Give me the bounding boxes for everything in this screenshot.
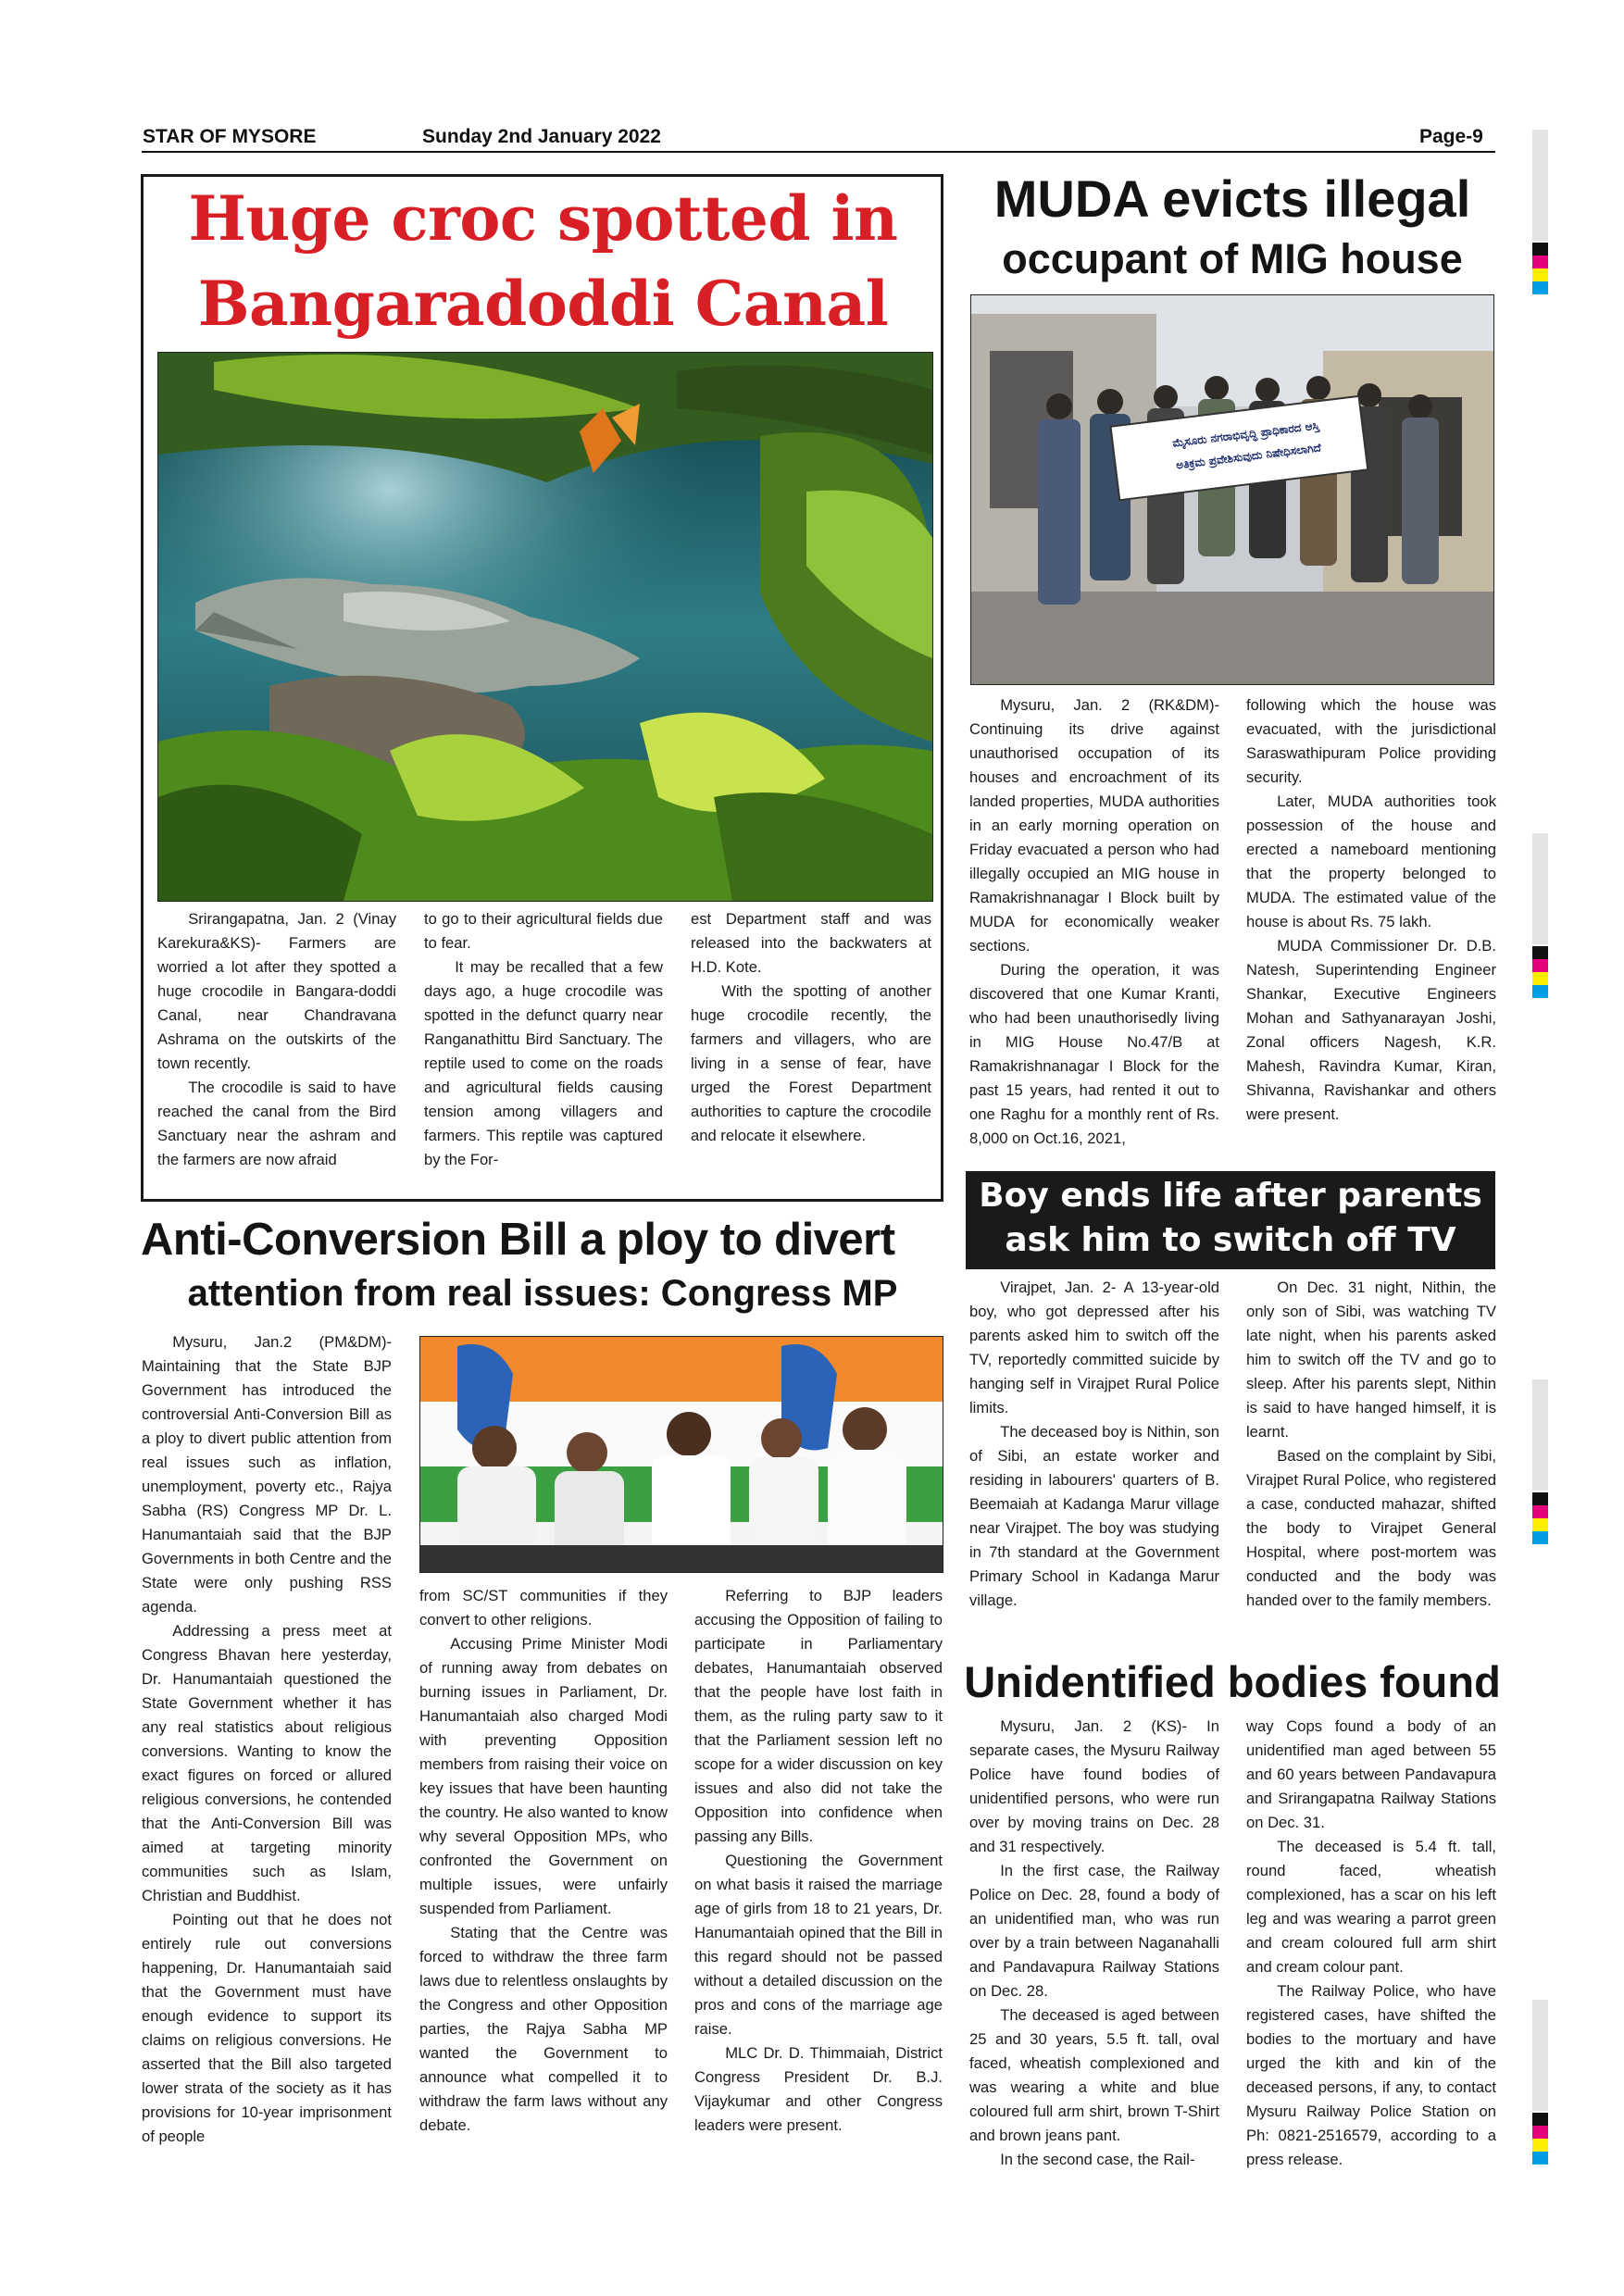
conv-para: Stating that the Centre was forced to withdraw the three farm laws due to relentless onslaughts by the Congress and other Opposition parties, the Rajya Sabha MP wanted the Government to announce what compelled it to withdraw the farm laws without any debate. <box>419 1924 668 2134</box>
conv-para: Addressing a press meet at Congress Bhavan here yesterday, Dr. Hanumantaiah questioned the State Government whether it has any real statistics about religious conversions. Wanting to know the exact figures on forced or allured religious conversions, he contended that the Anti-Conversion Bill was aimed at targeting minority communities such as Islam, Christian and Buddhist. <box>142 1622 392 1904</box>
bodies-para: In the second case, the Rail- <box>1000 2151 1195 2168</box>
boy-col-1 <box>969 1276 1219 1613</box>
conv-para: Questioning the Government on what basis it raised the marriage age of girls from 18 to 21 years, Dr. Hanumantaiah opined that the Bill in this regard should not be passed without a detailed discussion on the pros and cons of the marriage age raise. <box>694 1852 943 2038</box>
muda-para: MUDA Commissioner Dr. D.B. Natesh, Superintending Engineer Shankar, Executive Engineers Mohan and Sathyanarayan Joshi, Zonal officers Nagesh, K.R. Mahesh, Ravindra Kumar, Kiran, Shivanna, Ravishankar and others were present. <box>1246 937 1496 1123</box>
page-number: Page-9 <box>1419 126 1483 147</box>
crocodile-photo <box>157 352 933 902</box>
boy-headline-line1: Boy ends life after parents <box>979 1177 1482 1215</box>
bodies-headline: Unidentified bodies found <box>964 1657 1501 1706</box>
bodies-col-2 <box>1246 1715 1496 2172</box>
croc-para: The crocodile is said to have reached the canal from the Bird Sanctuary near the ashram and the farmers are now afraid <box>157 1079 396 1168</box>
conv-headline-line2: attention from real issues: Congress MP <box>187 1273 898 1314</box>
muda-col-2 <box>1246 693 1496 1127</box>
muda-para: following which the house was evacuated, with the jurisdictional Saraswathipuram Police providing security. <box>1246 696 1496 786</box>
croc-para: Srirangapatna, Jan. 2 (Vinay Karekura&KS)- Farmers are worried a lot after they spotted a huge crocodile in Bangara-doddi Canal, near Chandravana Ashrama on the outskirts of the town recently. <box>157 910 396 1072</box>
banner-line: ಅತಿಕ್ರಮ ಪ್ರವೇಶಿಸುವುದು ನಿಷೇಧಿಸಲಾಗಿದೆ <box>1175 441 1322 472</box>
conv-para: Mysuru, Jan.2 (PM&DM)- Maintaining that the State BJP Government has introduced the controversial Anti-Conversion Bill as a ploy to divert public attention from real issues such as inflation, unemployment, poverty etc., Rajya Sabha (RS) Congress MP Dr. L. Hanumantaiah said that the BJP Governments in both Centre and the State were only pushing RSS agenda. <box>142 1333 392 1616</box>
bodies-para: The deceased is 5.4 ft. tall, round faced, wheatish complexioned, has a scar on his left leg and was wearing a parrot green and cream coloured full arm shirt and cream colour pant. <box>1246 1838 1496 1976</box>
boy-headline-line2: ask him to switch off TV <box>1005 1221 1456 1259</box>
croc-col-2 <box>424 907 663 1172</box>
conv-para: from SC/ST communities if they convert to other religions. <box>419 1587 668 1628</box>
bodies-para: In the first case, the Railway Police on Dec. 28, found a body of an unidentified man, who was run over by a train between Naganahalli and Pandavapura Railway Stations on Dec. 28. <box>969 1862 1219 2000</box>
croc-headline-line1: Huge croc spotted in <box>188 182 898 255</box>
boy-para: Based on the complaint by Sibi, Virajpet Rural Police, who registered a case, conducted mahazar, shifted the body to Virajpet General Hospital, where post-mortem was conducted and the body was handed over to the family members. <box>1246 1447 1496 1609</box>
croc-col-1 <box>157 907 396 1172</box>
boy-col-2 <box>1246 1276 1496 1613</box>
muda-para: Mysuru, Jan. 2 (RK&DM)- Continuing its drive against unauthorised occupation of its houses and encroachment of its landed properties, MUDA authorities in an early morning operation on Friday evacuated a person who had illegally occupied an MIG house in Ramakrishnanagar I Block built by MUDA for economically weaker sections. <box>969 696 1219 955</box>
croc-para: It may be recalled that a few days ago, a huge crocodile was spotted in the defunct quarry near Ranganathittu Bird Sanctuary. The reptile used to come on the roads and agricultural fields causing tension among villagers and farmers. This reptile was captured by the For- <box>424 958 663 1168</box>
boy-para: Virajpet, Jan. 2- A 13-year-old boy, who got depressed after his parents asked him to switch off the TV, reportedly committed suicide by hanging self in Virajpet Rural Police limits. <box>969 1279 1219 1416</box>
croc-para: With the spotting of another huge crocodile recently, the farmers and villagers, who are living in a sense of fear, have urged the Forest Department authorities to capture the crocodile and relocate it elsewhere. <box>691 982 931 1144</box>
conv-para: Accusing Prime Minister Modi of running away from debates on burning issues in Parliament, Dr. Hanumantaiah also charged Modi with preventing Opposition members from raising their voice on key issues that have been haunting the country. He also wanted to know why several Opposition MPs, who confronted the Government on multiple issues, were unfairly suspended from Parliament. <box>419 1635 668 1917</box>
margin-gray-bar <box>1532 833 1548 944</box>
croc-headline-line2: Bangaradoddi Canal <box>197 268 889 340</box>
muda-para: During the operation, it was discovered that one Kumar Kranti, who had been unauthorisedly living in MIG House No.47/B at Ramakrishnanagar I Block for the past 15 years, had rented it out to one Raghu for a monthly rent of Rs. 8,000 on Oct.16, 2021, <box>969 961 1219 1147</box>
bodies-para: The deceased is aged between 25 and 30 years, 5.5 ft. tall, oval faced, wheatish complexioned and was wearing a white and blue coloured full arm shirt, brown T-Shirt and brown jeans pant. <box>969 2006 1219 2144</box>
croc-para: to go to their agricultural fields due to fear. <box>424 910 663 952</box>
margin-gray-bar <box>1532 130 1548 241</box>
muda-para: Later, MUDA authorities took possession of the house and erected a nameboard mentioning that the property belonged to MUDA. The estimated value of the house is about Rs. 75 lakh. <box>1246 792 1496 930</box>
margin-gray-bar <box>1532 2000 1548 2111</box>
conv-para: Pointing out that he does not entirely rule out conversions happening, Dr. Hanumantaiah said that the Government must have enough evidence to support its claims on religious conversions. He asserted that the Bill also targeted lower strata of the society as it has provisions for 10-year imprisonment of people <box>142 1911 392 2145</box>
conv-para: Referring to BJP leaders accusing the Opposition of failing to participate in Parliamentary debates, Hanumantaiah observed that the people have lost faith in them, as the ruling party saw to it that the Parliament session left no scope for a wider discussion on key issues and also did not take the Opposition into confidence when passing any Bills. <box>694 1587 943 1845</box>
issue-date: Sunday 2nd January 2022 <box>422 126 661 147</box>
conv-col-1 <box>142 1330 392 2149</box>
bodies-para: The Railway Police, who have registered cases, have shifted the bodies to the mortuary and have urged the kith and kin of the deceased persons, if any, to contact Mysuru Railway Police Station on Ph: 0821-2516579, according to a press release. <box>1246 1982 1496 2168</box>
croc-para: est Department staff and was released into the backwaters at H.D. Kote. <box>691 910 931 976</box>
conv-col-2 <box>419 1584 668 2138</box>
bodies-col-1 <box>969 1715 1219 2172</box>
cmyk-registration-mark <box>1532 2113 1548 2165</box>
cmyk-registration-mark <box>1532 243 1548 294</box>
bodies-para: Mysuru, Jan. 2 (KS)- In separate cases, the Mysuru Railway Police have found bodies of unidentified persons, who were run over by moving trains on Dec. 28 and 31 respectively. <box>969 1717 1219 1855</box>
muda-eviction-photo <box>970 294 1494 685</box>
bodies-para: way Cops found a body of an unidentified man aged between 55 and 60 years between Pandavapura and Srirangapatna Railway Stations on Dec. 31. <box>1246 1717 1496 1831</box>
muda-col-1 <box>969 693 1219 1151</box>
margin-gray-bar <box>1532 1379 1548 1491</box>
newspaper-name: STAR OF MYSORE <box>143 126 317 147</box>
muda-headline-line1: MUDA evicts illegal <box>993 169 1471 228</box>
cmyk-registration-mark <box>1532 946 1548 998</box>
congress-press-meet-photo <box>419 1336 943 1573</box>
croc-col-3 <box>691 907 931 1148</box>
boy-para: The deceased boy is Nithin, son of Sibi, an estate worker and residing in labourers' quarters of B. Beemaiah at Kadanga Marur village near Virajpet. The boy was studying in 7th standard at the Government Primary School in Kadanga Marur village. <box>969 1423 1219 1609</box>
conv-col-3 <box>694 1584 943 2138</box>
header-rule <box>142 151 1495 153</box>
banner-line: ಮೈಸೂರು ನಗರಾಭಿವೃದ್ಧಿ ಪ್ರಾಧಿಕಾರದ ಆಸ್ತಿ <box>1171 418 1320 450</box>
conv-headline-line1: Anti-Conversion Bill a ploy to divert <box>141 1215 895 1265</box>
muda-headline-line2: occupant of MIG house <box>1002 235 1463 282</box>
cmyk-registration-mark <box>1532 1492 1548 1544</box>
conv-para: MLC Dr. D. Thimmaiah, District Congress President Dr. B.J. Vijaykumar and other Congress leaders were present. <box>694 2044 943 2134</box>
boy-para: On Dec. 31 night, Nithin, the only son of Sibi, was watching TV late night, when his parents asked him to switch off the TV and go to sleep. After his parents slept, Nithin is said to have hanged himself, it is learnt. <box>1246 1279 1496 1441</box>
